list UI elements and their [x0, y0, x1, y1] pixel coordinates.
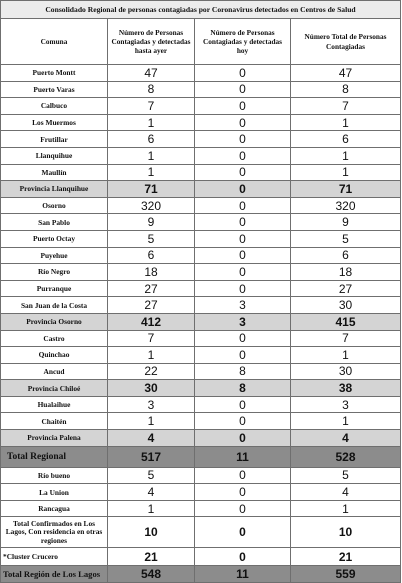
- until-yesterday-cell: 1: [108, 114, 195, 131]
- today-cell: 0: [195, 230, 291, 247]
- comuna-cell: Purranque: [1, 280, 108, 297]
- comuna-cell: Provincia Osorno: [1, 313, 108, 330]
- until-yesterday-cell: 5: [108, 467, 195, 484]
- comuna-cell: *Cluster Crucero: [1, 548, 108, 566]
- total-cell: 415: [291, 313, 401, 330]
- commune-row: [1, 65, 401, 82]
- today-cell: 0: [195, 65, 291, 82]
- commune-row: [1, 280, 401, 297]
- total-cell: 6: [291, 247, 401, 264]
- until-yesterday-cell: 47: [108, 65, 195, 82]
- comuna-cell: Provincia Chiloé: [1, 380, 108, 397]
- total-cell: 4: [291, 484, 401, 501]
- comuna-cell: Llanquihue: [1, 147, 108, 164]
- total-cell: 9: [291, 214, 401, 231]
- commune-row: [1, 230, 401, 247]
- total-cell: 8: [291, 81, 401, 98]
- comuna-cell: Frutillar: [1, 131, 108, 148]
- today-cell: 0: [195, 247, 291, 264]
- total-cell: 1: [291, 114, 401, 131]
- today-cell: 0: [195, 330, 291, 347]
- today-cell: 0: [195, 98, 291, 115]
- until-yesterday-cell: 412: [108, 313, 195, 330]
- region-total-row: [1, 566, 401, 583]
- total-cell: 6: [291, 131, 401, 148]
- today-cell: 0: [195, 413, 291, 430]
- until-yesterday-cell: 7: [108, 98, 195, 115]
- until-yesterday-cell: 320: [108, 197, 195, 214]
- total-cell: 4: [291, 430, 401, 447]
- province-row: [1, 430, 401, 447]
- until-yesterday-cell: 1: [108, 500, 195, 517]
- total-cell: 1: [291, 413, 401, 430]
- today-cell: 0: [195, 114, 291, 131]
- until-yesterday-cell: 1: [108, 164, 195, 181]
- total-cell: 5: [291, 467, 401, 484]
- table-title: Consolidado Regional de personas contagiadas por Coronavirus detectados en Centros de Salud: [1, 1, 401, 19]
- commune-row: [1, 500, 401, 517]
- until-yesterday-cell: 27: [108, 297, 195, 314]
- comuna-cell: Total Región de Los Lagos: [1, 566, 108, 583]
- until-yesterday-cell: 9: [108, 214, 195, 231]
- province-row: [1, 313, 401, 330]
- cluster-crucero-row: [1, 548, 401, 566]
- today-cell: 8: [195, 380, 291, 397]
- commune-row: [1, 164, 401, 181]
- total-cell: 18: [291, 264, 401, 281]
- until-yesterday-cell: 548: [108, 566, 195, 583]
- total-cell: 71: [291, 181, 401, 198]
- today-cell: 3: [195, 313, 291, 330]
- comuna-cell: Maullín: [1, 164, 108, 181]
- total-cell: 7: [291, 98, 401, 115]
- commune-row: [1, 264, 401, 281]
- commune-row: [1, 413, 401, 430]
- today-cell: 0: [195, 484, 291, 501]
- comuna-cell: Los Muermos: [1, 114, 108, 131]
- total-cell: 559: [291, 566, 401, 583]
- total-cell: 21: [291, 548, 401, 566]
- until-yesterday-cell: 7: [108, 330, 195, 347]
- today-cell: 0: [195, 517, 291, 548]
- comuna-cell: San Juan de la Costa: [1, 297, 108, 314]
- total-cell: 27: [291, 280, 401, 297]
- total-cell: 30: [291, 297, 401, 314]
- province-row: [1, 380, 401, 397]
- comuna-cell: Quinchao: [1, 347, 108, 364]
- comuna-cell: Puyehue: [1, 247, 108, 264]
- until-yesterday-cell: 1: [108, 413, 195, 430]
- until-yesterday-cell: 10: [108, 517, 195, 548]
- province-row: [1, 181, 401, 198]
- until-yesterday-cell: 517: [108, 446, 195, 467]
- other-regions-row: [1, 517, 401, 548]
- comuna-cell: Río Negro: [1, 264, 108, 281]
- comuna-cell: Puerto Octay: [1, 230, 108, 247]
- until-yesterday-cell: 21: [108, 548, 195, 566]
- header-total: Número Total de Personas Contagiadas: [291, 19, 401, 65]
- total-cell: 7: [291, 330, 401, 347]
- comuna-cell: Osorno: [1, 197, 108, 214]
- regional-total-row: [1, 446, 401, 467]
- comuna-cell: Provincia Palena: [1, 430, 108, 447]
- total-cell: 30: [291, 363, 401, 380]
- today-cell: 0: [195, 467, 291, 484]
- header-today: Número de Personas Contagiadas y detectadas hoy: [195, 19, 291, 65]
- comuna-cell: La Union: [1, 484, 108, 501]
- today-cell: 0: [195, 197, 291, 214]
- until-yesterday-cell: 27: [108, 280, 195, 297]
- total-cell: 1: [291, 500, 401, 517]
- until-yesterday-cell: 4: [108, 430, 195, 447]
- total-cell: 320: [291, 197, 401, 214]
- comuna-cell: Puerto Varas: [1, 81, 108, 98]
- until-yesterday-cell: 71: [108, 181, 195, 198]
- commune-row: [1, 347, 401, 364]
- until-yesterday-cell: 6: [108, 131, 195, 148]
- comuna-cell: Hualaihue: [1, 396, 108, 413]
- today-cell: 11: [195, 566, 291, 583]
- commune-row: [1, 247, 401, 264]
- comuna-cell: Total Confirmados en Los Lagos, Con residencia en otras regiones: [1, 517, 108, 548]
- commune-row: [1, 297, 401, 314]
- comuna-cell: San Pablo: [1, 214, 108, 231]
- comuna-cell: Calbuco: [1, 98, 108, 115]
- comuna-cell: Castro: [1, 330, 108, 347]
- comuna-cell: Ancud: [1, 363, 108, 380]
- until-yesterday-cell: 3: [108, 396, 195, 413]
- until-yesterday-cell: 1: [108, 147, 195, 164]
- total-cell: 1: [291, 147, 401, 164]
- commune-row: [1, 114, 401, 131]
- commune-row: [1, 98, 401, 115]
- until-yesterday-cell: 5: [108, 230, 195, 247]
- comuna-cell: Chaitén: [1, 413, 108, 430]
- today-cell: 8: [195, 363, 291, 380]
- comuna-cell: Provincia Llanquihue: [1, 181, 108, 198]
- total-cell: 1: [291, 164, 401, 181]
- today-cell: 0: [195, 181, 291, 198]
- today-cell: 0: [195, 147, 291, 164]
- comuna-cell: Puerto Montt: [1, 65, 108, 82]
- today-cell: 11: [195, 446, 291, 467]
- total-cell: 47: [291, 65, 401, 82]
- total-cell: 1: [291, 347, 401, 364]
- today-cell: 0: [195, 396, 291, 413]
- today-cell: 0: [195, 430, 291, 447]
- until-yesterday-cell: 6: [108, 247, 195, 264]
- header-comuna: Comuna: [1, 19, 108, 65]
- commune-row: [1, 147, 401, 164]
- until-yesterday-cell: 22: [108, 363, 195, 380]
- today-cell: 0: [195, 280, 291, 297]
- total-cell: 10: [291, 517, 401, 548]
- commune-row: [1, 81, 401, 98]
- total-cell: 3: [291, 396, 401, 413]
- today-cell: 0: [195, 214, 291, 231]
- today-cell: 0: [195, 548, 291, 566]
- total-cell: 5: [291, 230, 401, 247]
- commune-row: [1, 396, 401, 413]
- commune-row: [1, 363, 401, 380]
- today-cell: 0: [195, 81, 291, 98]
- today-cell: 0: [195, 164, 291, 181]
- total-cell: 528: [291, 446, 401, 467]
- until-yesterday-cell: 8: [108, 81, 195, 98]
- today-cell: 0: [195, 347, 291, 364]
- commune-row: [1, 214, 401, 231]
- today-cell: 3: [195, 297, 291, 314]
- until-yesterday-cell: 4: [108, 484, 195, 501]
- today-cell: 0: [195, 500, 291, 517]
- commune-row: [1, 467, 401, 484]
- comuna-cell: Río bueno: [1, 467, 108, 484]
- comuna-cell: Rancagua: [1, 500, 108, 517]
- total-cell: 38: [291, 380, 401, 397]
- commune-row: [1, 131, 401, 148]
- header-until-yesterday: Número de Personas Contagiadas y detectadas hasta ayer: [108, 19, 195, 65]
- commune-row: [1, 197, 401, 214]
- comuna-cell: Total Regional: [1, 446, 108, 467]
- today-cell: 0: [195, 264, 291, 281]
- until-yesterday-cell: 1: [108, 347, 195, 364]
- today-cell: 0: [195, 131, 291, 148]
- until-yesterday-cell: 18: [108, 264, 195, 281]
- until-yesterday-cell: 30: [108, 380, 195, 397]
- commune-row: [1, 484, 401, 501]
- commune-row: [1, 330, 401, 347]
